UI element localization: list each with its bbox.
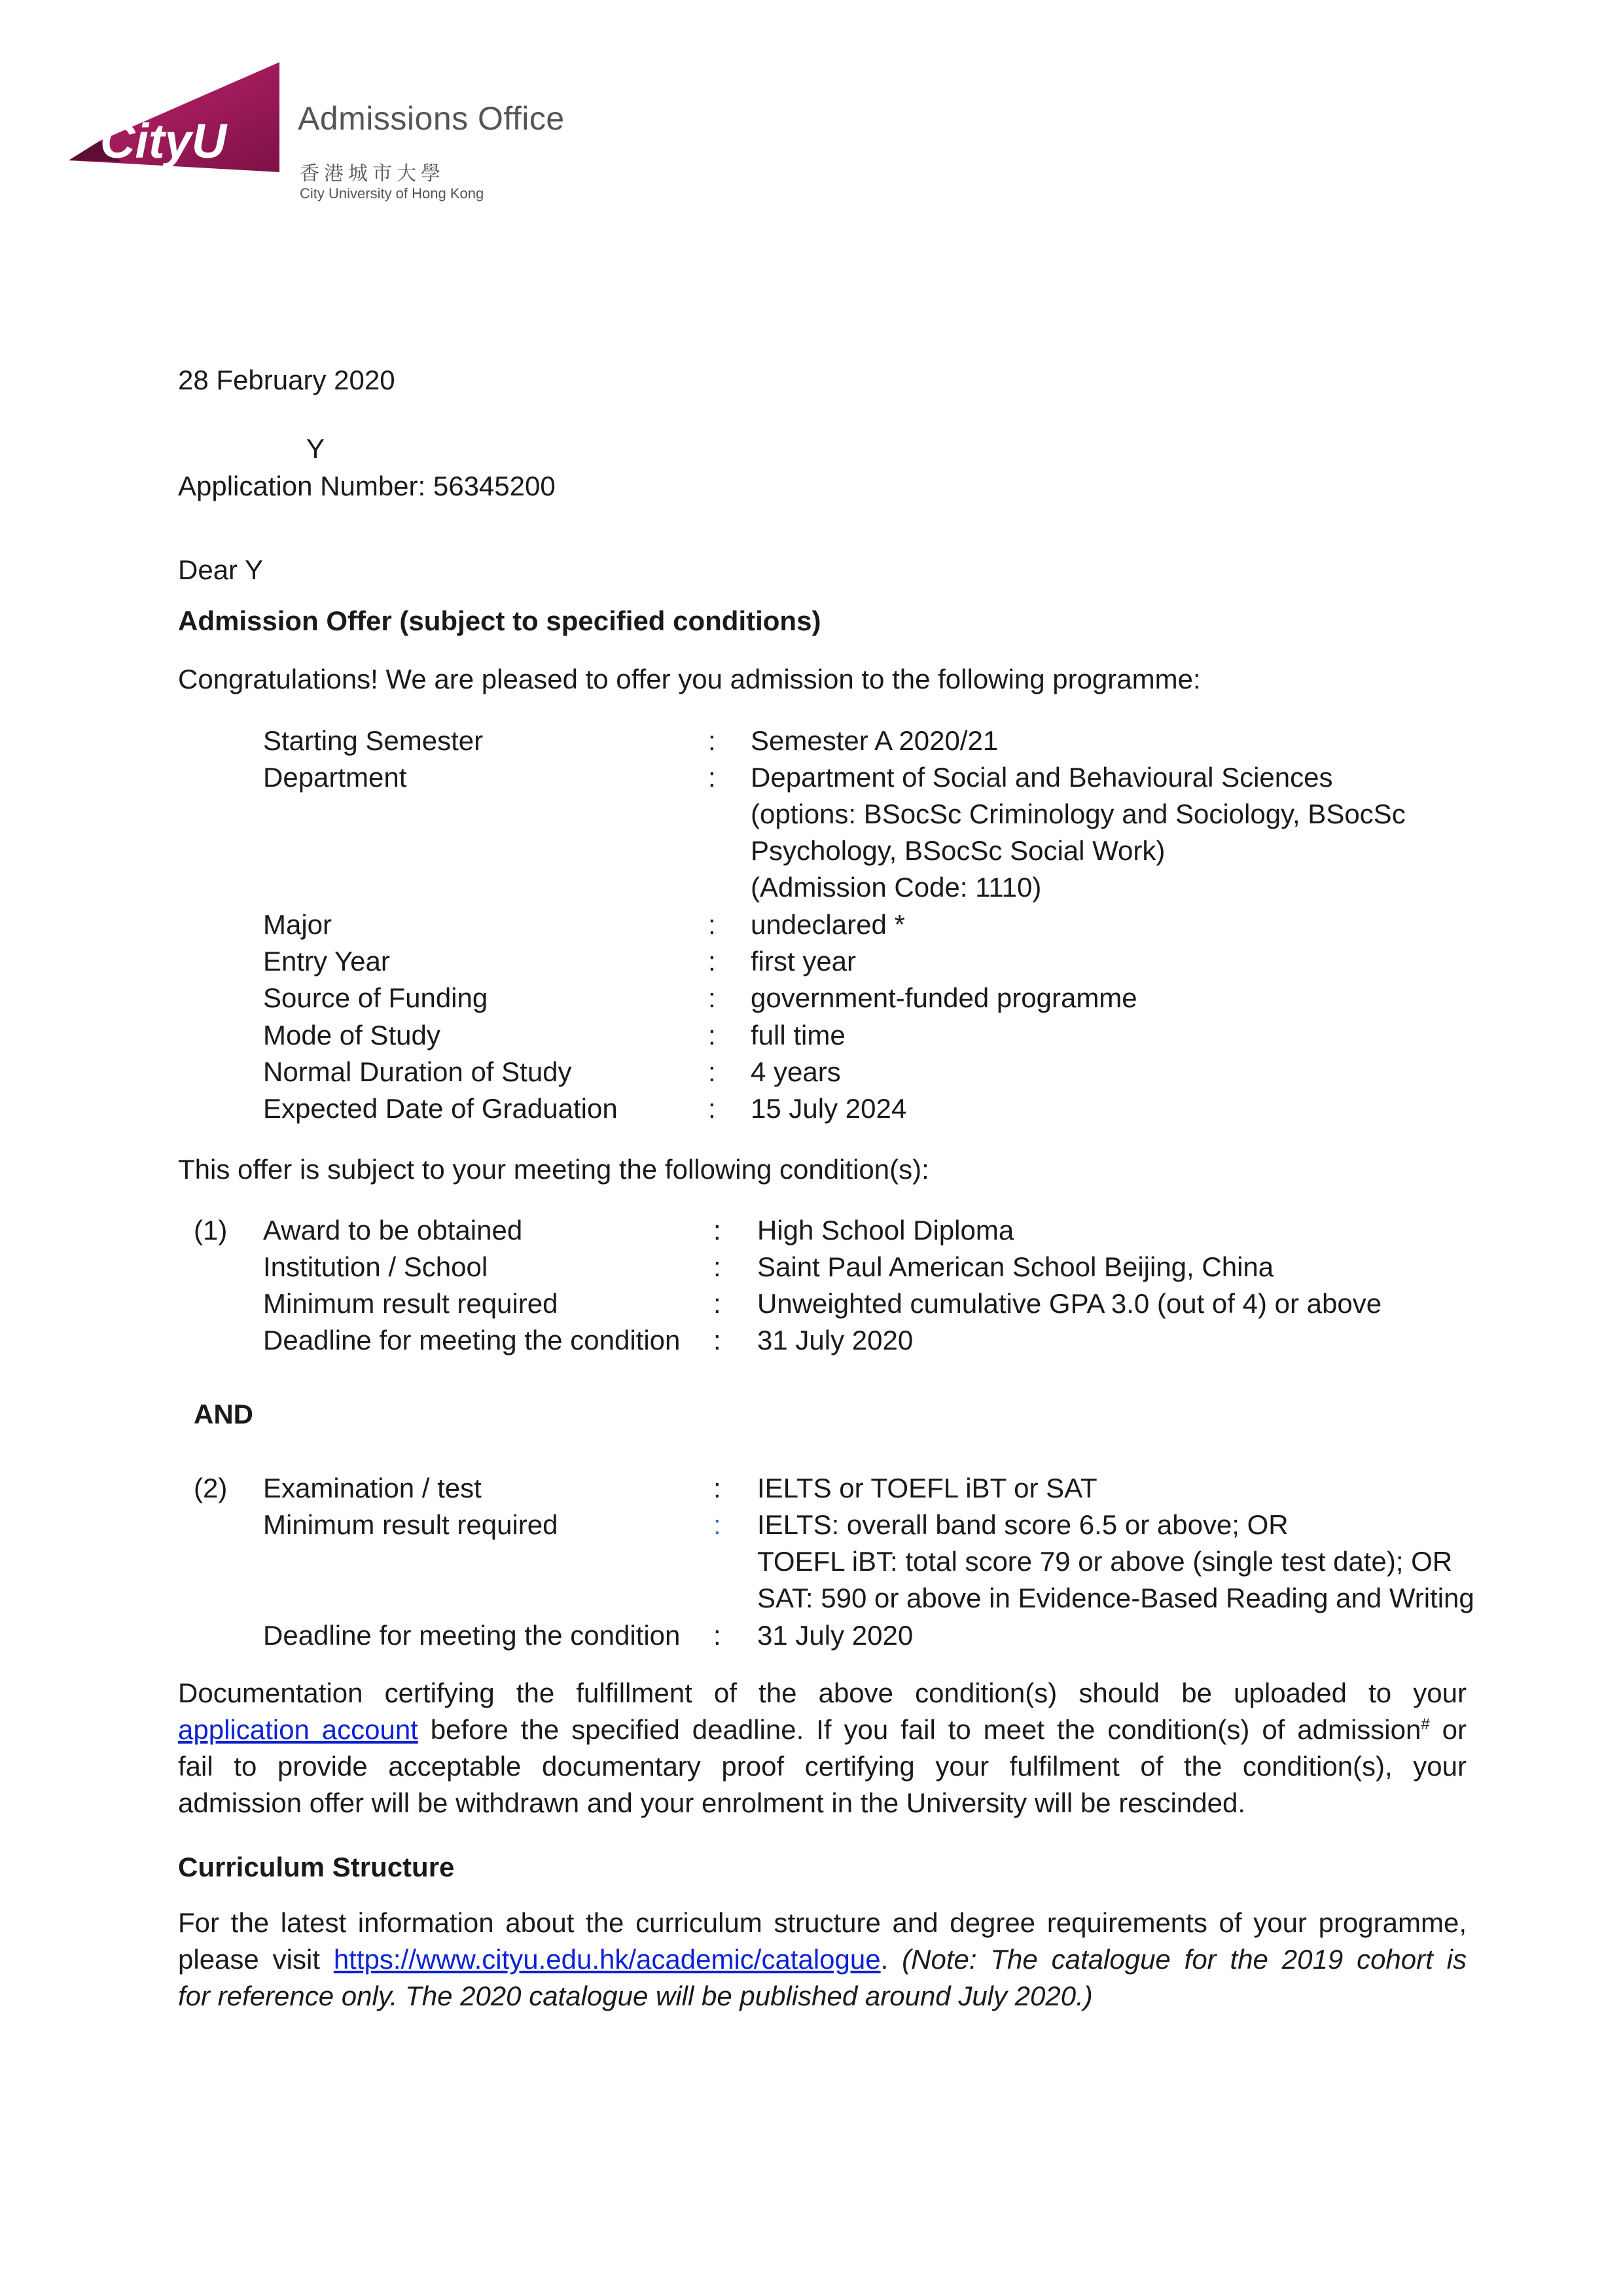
colon: : [708, 1056, 716, 1087]
recipient-name: Y [306, 433, 325, 464]
curriculum-heading: Curriculum Structure [178, 1852, 455, 1882]
label-entry-year: Entry Year [263, 946, 390, 977]
svg-text:CityU: CityU [100, 114, 227, 168]
value-deadline: 31 July 2020 [757, 1620, 914, 1651]
cityu-logo [69, 62, 304, 213]
application-account-link[interactable]: application account [178, 1714, 418, 1745]
value-sat: SAT: 590 or above in Evidence-Based Reading and Writing [757, 1583, 1474, 1613]
value-department-line-2: (options: BSocSc Criminology and Sociology, BSocSc [751, 798, 1406, 829]
colon: : [713, 1215, 721, 1246]
value-department-line-3: Psychology, BSocSc Social Work) [751, 835, 1166, 866]
colon: : [713, 1620, 721, 1651]
value-minimum-result: Unweighted cumulative GPA 3.0 (out of 4) or above [757, 1288, 1382, 1319]
label-major: Major [263, 909, 332, 940]
label-deadline: Deadline for meeting the condition [263, 1325, 681, 1355]
value-ielts: IELTS: overall band score 6.5 or above; OR [757, 1509, 1289, 1540]
documentation-line [178, 1712, 1467, 1748]
curriculum-paragraph [178, 1905, 1467, 2015]
university-chinese-name: 香港城市大學 [300, 163, 445, 185]
documentation-line: admission offer will be withdrawn and your enrolment in the University will be rescinded. [178, 1787, 1245, 1818]
colon: : [713, 1473, 721, 1503]
conditions-intro: This offer is subject to your meeting the following condition(s): [178, 1154, 929, 1185]
intro-text: Congratulations! We are pleased to offer you admission to the following programme: [178, 664, 1201, 694]
value-expected-graduation: 15 July 2024 [751, 1093, 907, 1124]
value-source-of-funding: government-funded programme [751, 982, 1137, 1013]
catalogue-note: for reference only. The 2020 catalogue will be published around July 2020.) [178, 1981, 1093, 2011]
condition-number: (1) [194, 1215, 228, 1246]
label-department: Department [263, 762, 407, 793]
application-number: Application Number: 56345200 [178, 471, 556, 501]
curriculum-text: . [880, 1944, 902, 1975]
value-institution: Saint Paul American School Beijing, China [757, 1251, 1274, 1282]
value-major: undeclared * [751, 909, 905, 940]
colon: : [713, 1251, 721, 1282]
value-department-line-1: Department of Social and Behavioural Sciences [751, 762, 1333, 793]
colon: : [708, 762, 716, 793]
value-entry-year: first year [751, 946, 857, 977]
letter-date: 28 February 2020 [178, 365, 395, 395]
label-minimum-result: Minimum result required [263, 1288, 558, 1319]
label-normal-duration: Normal Duration of Study [263, 1056, 572, 1087]
label-mode-of-study: Mode of Study [263, 1020, 440, 1050]
value-starting-semester: Semester A 2020/21 [751, 725, 999, 756]
colon: : [708, 982, 716, 1013]
colon: : [708, 909, 716, 940]
label-minimum-result: Minimum result required [263, 1509, 558, 1540]
label-expected-graduation: Expected Date of Graduation [263, 1093, 618, 1124]
value-deadline: 31 July 2020 [757, 1325, 914, 1355]
colon: : [708, 1093, 716, 1124]
documentation-line: fail to provide acceptable documentary proof certifying your fulfilment of the condition(s), your [178, 1751, 1467, 1782]
value-toefl: TOEFL iBT: total score 79 or above (single test date); OR [757, 1546, 1453, 1577]
label-institution: Institution / School [263, 1251, 488, 1282]
value-examination: IELTS or TOEFL iBT or SAT [757, 1473, 1097, 1503]
and-separator: AND [194, 1399, 253, 1429]
salutation: Dear Y [178, 554, 263, 585]
documentation-paragraph [178, 1675, 1467, 1821]
curriculum-line [178, 1941, 1467, 1978]
documentation-line: Documentation certifying the fulfillment of the above condition(s) should be uploaded to your [178, 1677, 1467, 1708]
value-mode-of-study: full time [751, 1020, 846, 1050]
curriculum-line: For the latest information about the curriculum structure and degree requirements of your programme, [178, 1907, 1467, 1938]
university-english-name: City University of Hong Kong [300, 185, 484, 202]
documentation-text: or [1429, 1714, 1467, 1745]
label-award: Award to be obtained [263, 1215, 523, 1246]
colon: : [713, 1325, 721, 1355]
value-award: High School Diploma [757, 1215, 1014, 1246]
curriculum-text: please visit [178, 1944, 334, 1975]
colon: : [708, 725, 716, 756]
condition-number: (2) [194, 1473, 228, 1503]
catalogue-link[interactable]: https://www.cityu.edu.hk/academic/catalogue [333, 1944, 881, 1975]
label-deadline: Deadline for meeting the condition [263, 1620, 681, 1651]
colon: : [708, 946, 716, 977]
catalogue-note: (Note: The catalogue for the 2019 cohort is [902, 1944, 1467, 1975]
letter-subject: Admission Offer (subject to specified conditions) [178, 605, 821, 636]
label-source-of-funding: Source of Funding [263, 982, 488, 1013]
label-starting-semester: Starting Semester [263, 725, 484, 756]
colon: : [713, 1288, 721, 1319]
footnote-mark: # [1421, 1715, 1430, 1733]
value-normal-duration: 4 years [751, 1056, 841, 1087]
colon: : [708, 1020, 716, 1050]
label-examination: Examination / test [263, 1473, 482, 1503]
value-department-line-4: (Admission Code: 1110) [751, 872, 1042, 903]
documentation-text: before the specified deadline. If you fail to meet the condition(s) of admission [418, 1714, 1421, 1745]
colon: : [713, 1509, 721, 1540]
office-name: Admissions Office [298, 100, 565, 137]
